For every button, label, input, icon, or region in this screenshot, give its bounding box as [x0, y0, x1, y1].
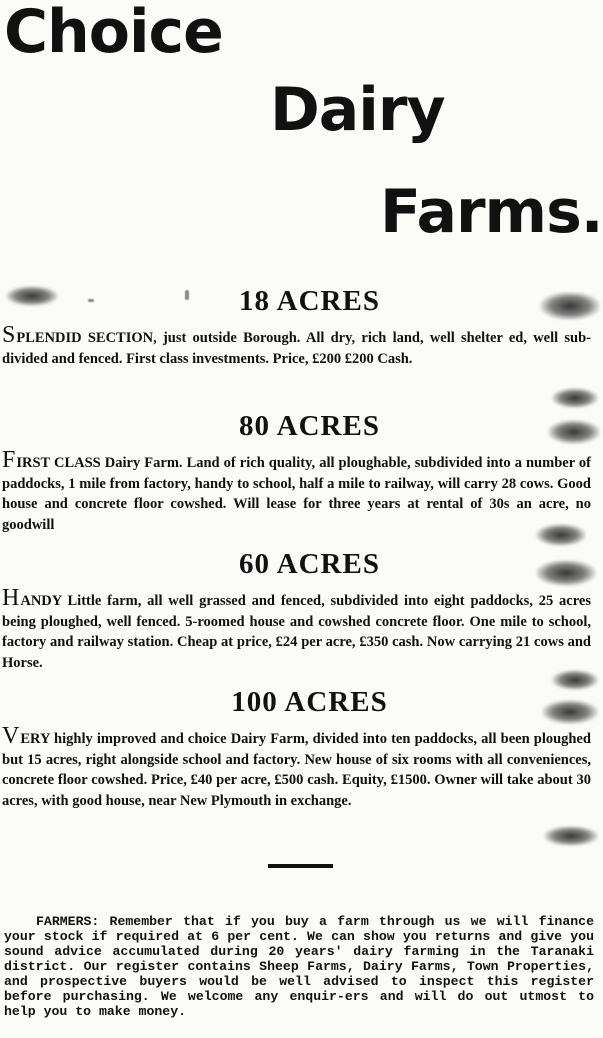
- listing-description: [2, 586, 597, 673]
- print-smudge: [544, 826, 598, 846]
- print-smudge: [552, 388, 598, 408]
- drop-cap: F: [2, 447, 16, 473]
- listing-description: [2, 724, 597, 811]
- listing-60-acres: [2, 550, 597, 673]
- listing-text: ERY highly improved and choice Dairy Farm, divided into ten paddocks, all been ploughed but 15 acres, right alongside school and factory. New house of six rooms with all conveniences, concrete floor cowshed. Price, £40 per acre, £500 cash. Equity, £1500. Owner will take about 30 acres, with good house, near New Plymouth in exchange.: [2, 731, 591, 809]
- listing-heading: 80 ACRES: [239, 410, 380, 442]
- listing-text: ANDY Little farm, all well grassed and fenced, subdivided into eight paddocks, 25 acres being ploughed, well fenced. 5-roomed house and cowshed concrete floor. One mile to school, factory and railway station. Cheap at price, £24 per acre, £350 cash. Now carrying 21 cows and Horse.: [2, 593, 591, 671]
- print-smudge: [552, 670, 598, 690]
- title-farms: Farms.: [380, 177, 603, 247]
- print-smudge: [548, 420, 600, 444]
- print-speck: [88, 299, 94, 302]
- listing-text: PLENDID SECTION, just outside Borough. All dry, rich land, well shelter ed, well sub-divided and fenced. First class investments. Price, £200 £200 Cash.: [2, 330, 591, 367]
- print-speck: [185, 290, 189, 300]
- listing-heading: 18 ACRES: [239, 285, 380, 317]
- print-smudge: [536, 560, 596, 586]
- listing-text: IRST CLASS Dairy Farm. Land of rich quality, all ploughable, subdivided into a number of paddocks, 1 mile from factory, handy to school, half a mile to railway, will carry 28 cows. Good house and concrete floor cowshed. Will lease for three years at rental of 30s an acre, no goodwill: [2, 455, 591, 533]
- listing-80-acres: [2, 412, 597, 535]
- farmers-notice: FARMERS: Remember that if you buy a farm through us we will finance your stock if required at 6 per cent. We can show you returns and give you sound advice accumulated during 20 years' dairy farming in the Taranaki district. Our register contains Sheep Farms, Dairy Farms, Town Properties, and prospective buyers would be well advised to inspect this register before purchasing. We welcome any enquir-ers and will do out utmost to help you to make money.: [4, 914, 594, 1019]
- title-choice: Choice: [4, 0, 223, 67]
- print-smudge: [6, 286, 58, 306]
- listing-description: [2, 448, 597, 535]
- title-dairy: Dairy: [270, 75, 445, 145]
- print-smudge: [536, 524, 586, 546]
- listing-heading: 60 ACRES: [239, 548, 380, 580]
- divider-rule: [268, 864, 333, 868]
- listing-description: [2, 323, 597, 369]
- drop-cap: H: [2, 585, 20, 611]
- listing-heading: 100 ACRES: [231, 686, 388, 718]
- print-smudge: [542, 700, 598, 724]
- listing-100-acres: [2, 688, 597, 811]
- drop-cap: S: [2, 322, 16, 348]
- print-smudge: [540, 292, 600, 320]
- drop-cap: V: [2, 723, 20, 749]
